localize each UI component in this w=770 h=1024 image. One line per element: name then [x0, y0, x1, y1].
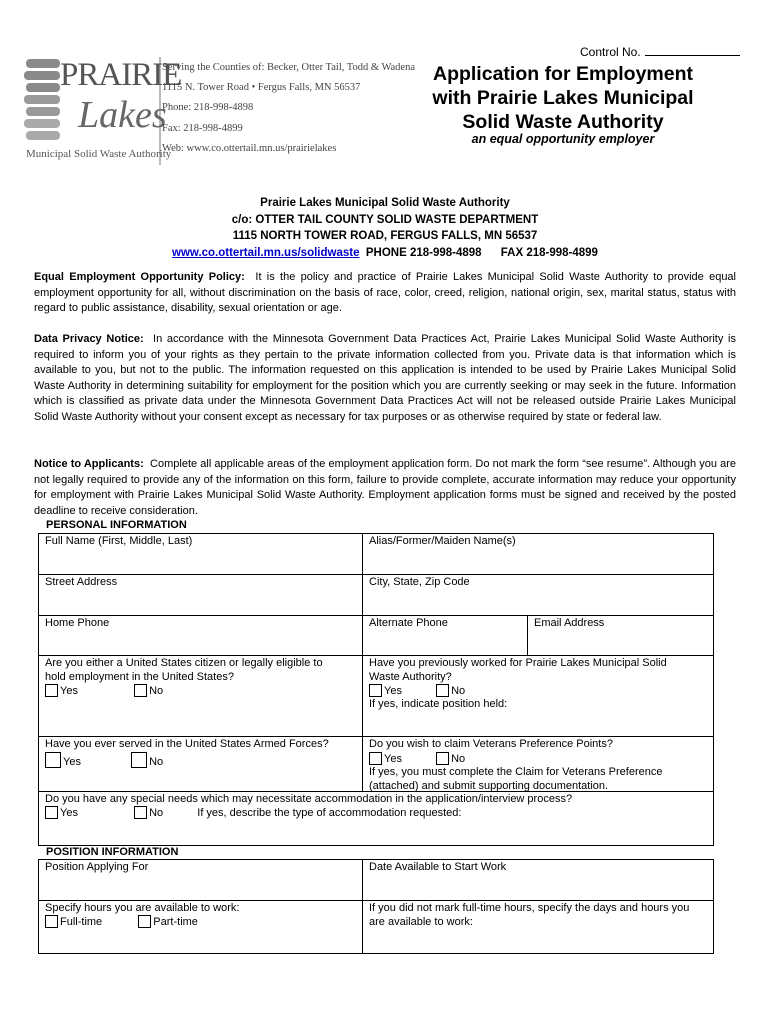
page-subtitle: an equal opportunity employer: [471, 132, 655, 146]
org-website-link[interactable]: www.co.ottertail.mn.us/solidwaste: [172, 246, 360, 259]
citizen-options: [45, 684, 163, 699]
eeo-heading: Equal Employment Opportunity Policy:: [34, 271, 245, 283]
logo-info-phone: Phone: 218-998-4898: [162, 102, 254, 114]
yes-label: Yes: [60, 685, 78, 697]
control-label: Control No.: [580, 45, 641, 59]
title-line-1: Application for Employment: [432, 63, 693, 85]
city-state-zip-field[interactable]: City, State, Zip Code: [369, 576, 470, 588]
yes-label: Yes: [60, 807, 78, 819]
row-divider: [38, 615, 714, 616]
privacy-notice: [34, 332, 736, 426]
row-divider: [38, 655, 714, 656]
part-time-label: Part-time: [153, 916, 198, 928]
org-care-of: c/o: OTTER TAIL COUNTY SOLID WASTE DEPARTMENT: [231, 213, 539, 226]
prairie-lakes-logo: [22, 55, 182, 167]
logo-info-fax: Fax: 218-998-4899: [162, 122, 243, 134]
worked-position-field[interactable]: If yes, indicate position held:: [369, 698, 508, 710]
privacy-heading: Data Privacy Notice:: [34, 333, 144, 345]
alias-field[interactable]: Alias/Former/Maiden Name(s): [369, 535, 516, 547]
column-divider: [362, 859, 363, 954]
citizen-no-checkbox[interactable]: [134, 684, 147, 697]
eeo-policy: [34, 270, 736, 317]
worked-yes-checkbox[interactable]: [369, 684, 382, 697]
no-label: No: [149, 807, 164, 819]
armed-forces-question: Have you ever served in the United States Armed Forces?: [45, 738, 329, 750]
veterans-question: Do you wish to claim Veterans Preference Points?: [369, 738, 613, 750]
veterans-no-checkbox[interactable]: [436, 752, 449, 765]
special-needs-question: Do you have any special needs which may necessitate accommodation in the application/interview process?: [45, 793, 573, 805]
notice-heading: Notice to Applicants:: [34, 458, 144, 470]
street-address-field[interactable]: Street Address: [45, 576, 118, 588]
veterans-options: [369, 752, 465, 767]
full-name-field[interactable]: Full Name (First, Middle, Last): [45, 535, 193, 547]
email-address-field[interactable]: Email Address: [534, 617, 605, 629]
logo-word-lakes: Lakes: [78, 94, 167, 136]
alternate-phone-field[interactable]: Alternate Phone: [369, 617, 448, 629]
position-info-heading: POSITION INFORMATION: [46, 846, 179, 858]
hours-followup-field[interactable]: If you did not mark full-time hours, specify the days and hours you are available to work:: [369, 902, 690, 928]
logo-info-counties: Serving the Counties of: Becker, Otter Tail, Todd & Wadena: [162, 62, 416, 73]
yes-label: Yes: [63, 756, 81, 768]
no-label: No: [451, 753, 466, 765]
full-time-label: Full-time: [60, 916, 103, 928]
org-name: Prairie Lakes Municipal Solid Waste Authority: [260, 197, 510, 209]
yes-label: Yes: [384, 753, 402, 765]
full-time-checkbox[interactable]: [45, 915, 58, 928]
yes-label: Yes: [384, 685, 402, 697]
veterans-followup: If yes, you must complete the Claim for Veterans Preference (attached) and submit supporting documentation.: [369, 766, 663, 792]
column-divider: [527, 615, 528, 655]
armed-forces-options: [45, 752, 163, 770]
special-needs-followup[interactable]: If yes, describe the type of accommodation requested:: [197, 807, 462, 819]
no-label: No: [451, 685, 466, 697]
hours-options: [45, 915, 198, 930]
control-number: [580, 45, 740, 59]
part-time-checkbox[interactable]: [138, 915, 151, 928]
title-line-2: with Prairie Lakes Municipal: [432, 87, 694, 109]
applicant-notice: [34, 457, 736, 519]
logo-info-web: Web: www.co.ottertail.mn.us/prairielakes: [162, 142, 337, 154]
organization-address: [0, 195, 770, 261]
worked-no-checkbox[interactable]: [436, 684, 449, 697]
home-phone-field[interactable]: Home Phone: [45, 617, 110, 629]
org-street: 1115 NORTH TOWER ROAD, FERGUS FALLS, MN 56537: [232, 230, 538, 242]
control-number-field[interactable]: [645, 45, 740, 56]
worked-before-question: Have you previously worked for Prairie Lakes Municipal Solid Waste Authority?: [369, 657, 667, 683]
logo-subtitle: Municipal Solid Waste Authority: [26, 148, 172, 160]
org-phone: PHONE 218-998-4898: [365, 246, 482, 259]
hours-question: Specify hours you are available to work:: [45, 902, 240, 914]
armed-no-checkbox[interactable]: [131, 752, 147, 768]
column-divider: [362, 533, 363, 791]
position-applying-field[interactable]: Position Applying For: [45, 861, 149, 873]
page-title: [400, 62, 726, 134]
special-yes-checkbox[interactable]: [45, 806, 58, 819]
row-divider: [38, 900, 714, 901]
special-needs-options: [45, 806, 461, 821]
org-fax: FAX 218-998-4899: [500, 246, 598, 259]
row-divider: [38, 574, 714, 575]
armed-yes-checkbox[interactable]: [45, 752, 61, 768]
privacy-text: In accordance with the Minnesota Government Data Practices Act, Prairie Lakes Municipal Solid Waste Authority is required to inform you of your rights as they pertain to the private information collected from you. Private data is that information which is available to you, but not to the public. The information requested on this application is intended to be used by Prairie Lakes Municipal Solid Waste Authority in determining suitability for employment for the position which you are currently seeking or may seek in the future. Information which is classified as private data under the Minnesota Government Data Practices Act will not be released outside Prairie Lakes Municipal Solid Waste Authority without your consent except as necessary for tax purposes or as otherwise required by state or federal law.: [34, 333, 736, 423]
special-no-checkbox[interactable]: [134, 806, 147, 819]
logo-word-prairie: PRAIRIE: [60, 57, 182, 93]
logo-contact-info: [162, 60, 416, 157]
citizen-yes-checkbox[interactable]: [45, 684, 58, 697]
notice-text: Complete all applicable areas of the employment application form. Do not mark the form “see resume”. Although you are not legally required to provide any of the information on this form, failure to provide complete, accurate information may reduce your opportunity for employment with Prairie Lakes Municipal Solid Waste Authority. Employment application forms must be signed and received by the posted deadline to receive consideration.: [34, 458, 736, 517]
no-label: No: [149, 756, 164, 768]
eeo-text: It is the policy and practice of Prairie Lakes Municipal Solid Waste Authority to provide equal employment opportunity for all, without discrimination on the basis of race, color, creed, religion, national origin, sex, marital status, status with regard to public assistance, disability, sexual orientation or age.: [34, 271, 736, 315]
org-contact-line: [0, 245, 770, 262]
title-line-3: Solid Waste Authority: [462, 111, 664, 133]
logo-info-address: 1115 N. Tower Road • Fergus Falls, MN 56537: [162, 82, 361, 94]
no-label: No: [149, 685, 164, 697]
worked-before-options: [369, 684, 465, 699]
veterans-yes-checkbox[interactable]: [369, 752, 382, 765]
personal-info-heading: PERSONAL INFORMATION: [46, 519, 187, 531]
date-available-field[interactable]: Date Available to Start Work: [369, 861, 507, 873]
row-divider: [38, 736, 714, 737]
citizen-question: Are you either a United States citizen or legally eligible to hold employment in the United States?: [45, 657, 323, 683]
